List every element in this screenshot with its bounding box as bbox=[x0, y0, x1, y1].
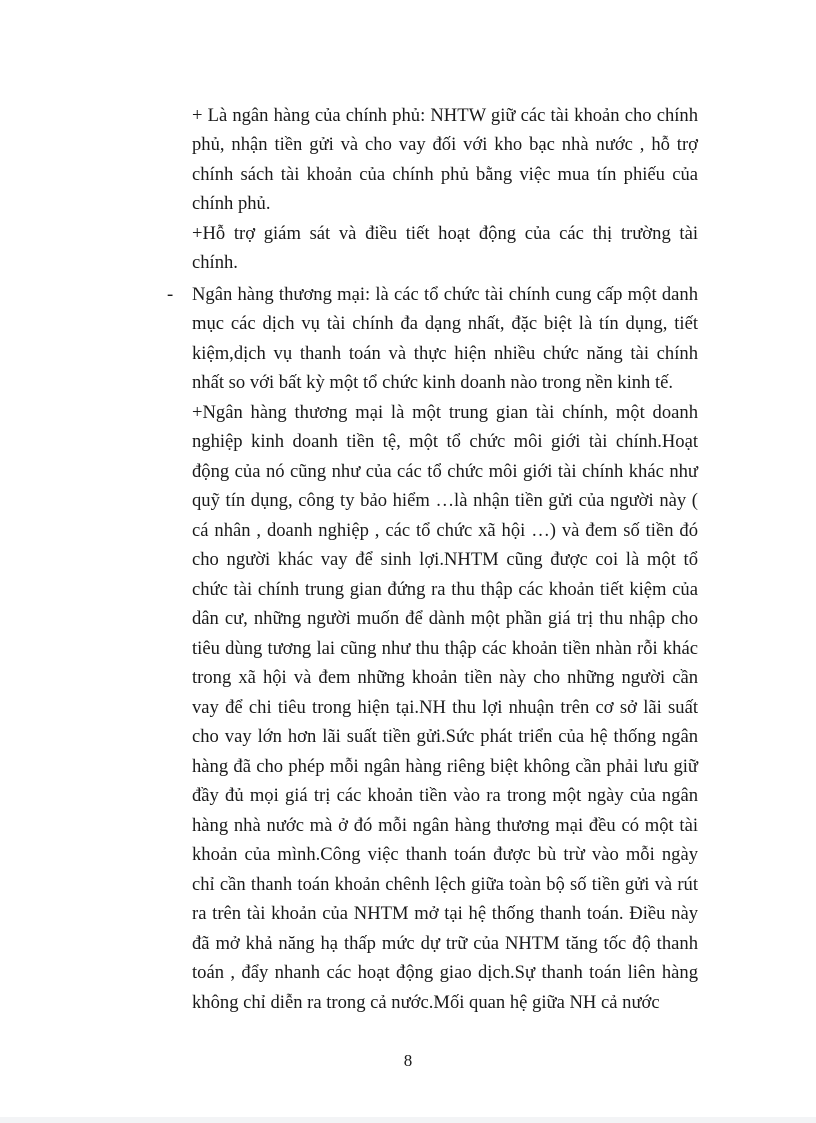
text-line: hàng nhà nước mà ở đó mỗi ngân hàng thương mại đều có một tài bbox=[192, 815, 698, 836]
text-line: +Ngân hàng thương mại là một trung gian tài chính, một doanh bbox=[192, 402, 698, 423]
list-bullet-dash: - bbox=[167, 284, 174, 305]
page-number: 8 bbox=[403, 1051, 413, 1070]
text-line: +Hỗ trợ giám sát và điều tiết hoạt động của các thị trường tài bbox=[192, 223, 698, 244]
text-line: trong xã hội và đem những khoản tiền này cho những người cần bbox=[192, 667, 698, 688]
text-line: chính phủ. bbox=[192, 193, 271, 214]
text-line: + Là ngân hàng của chính phủ: NHTW giữ các tài khoản cho chính bbox=[192, 105, 698, 126]
text-line: cho người khác vay để sinh lợi.NHTM cũng được coi là một tổ bbox=[192, 549, 698, 570]
text-line: mục các dịch vụ tài chính đa dạng nhất, đặc biệt là tín dụng, tiết bbox=[192, 313, 698, 334]
text-line: động của nó cũng như của các tổ chức môi giới tài chính khác như bbox=[192, 461, 698, 482]
text-line: dân cư, những người muốn để dành một phần giá trị thu nhập cho bbox=[192, 608, 698, 629]
text-line: chính. bbox=[192, 252, 238, 273]
text-line: vay để chi tiêu trong hiện tại.NH thu lợi nhuận trên cơ sở lãi suất bbox=[192, 697, 698, 718]
text-line: toán , đẩy nhanh các hoạt động giao dịch.Sự thanh toán liên hàng bbox=[192, 962, 698, 983]
text-line: nghiệp kinh doanh tiền tệ, một tổ chức môi giới tài chính.Hoạt bbox=[192, 431, 698, 452]
text-line: phủ, nhận tiền gửi và cho vay đối với kho bạc nhà nước , hỗ trợ bbox=[192, 134, 698, 155]
text-line: tiêu dùng tương lai cũng như thu thập các khoản tiền nhàn rỗi khác bbox=[192, 638, 698, 659]
text-line: Ngân hàng thương mại: là các tổ chức tài chính cung cấp một danh bbox=[192, 284, 698, 305]
text-line: chức tài chính trung gian đứng ra thu thập các khoản tiết kiệm của bbox=[192, 579, 698, 600]
page-bottom-edge bbox=[0, 1117, 816, 1123]
text-line: nhất so với bất kỳ một tổ chức kinh doanh nào trong nền kinh tế. bbox=[192, 372, 674, 393]
text-line: hàng đã cho phép mỗi ngân hàng riêng biệt không cần phải lưu giữ bbox=[192, 756, 698, 777]
text-line: quỹ tín dụng, công ty bảo hiểm …là nhận tiền gửi của người này ( bbox=[192, 490, 698, 511]
text-line: kiệm,dịch vụ thanh toán và thực hiện nhiều chức năng tài chính bbox=[192, 343, 698, 364]
text-line: đã mở khả năng hạ thấp mức dự trữ của NHTM tăng tốc độ thanh bbox=[192, 933, 698, 954]
text-line: chỉ cần thanh toán khoản chênh lệch giữa toàn bộ số tiền gửi và rút bbox=[192, 874, 698, 895]
text-line: cho vay lớn hơn lãi suất tiền gửi.Sức phát triển của hệ thống ngân bbox=[192, 726, 698, 747]
text-line: chính sách tài khoản của chính phủ bằng việc mua tín phiếu của bbox=[192, 164, 698, 185]
text-line: khoản của mình.Công việc thanh toán được bù trừ vào mỗi ngày bbox=[192, 844, 698, 865]
text-line: không chỉ diễn ra trong cả nước.Mối quan hệ giữa NH cả nước bbox=[192, 992, 660, 1013]
text-line: cá nhân , doanh nghiệp , các tổ chức xã hội …) và đem số tiền đó bbox=[192, 520, 698, 541]
text-line: ra trên tài khoản của NHTM mở tại hệ thống thanh toán. Điều này bbox=[192, 903, 698, 924]
text-line: đầy đủ mọi giá trị các khoản tiền vào ra trong một ngày của ngân bbox=[192, 785, 698, 806]
